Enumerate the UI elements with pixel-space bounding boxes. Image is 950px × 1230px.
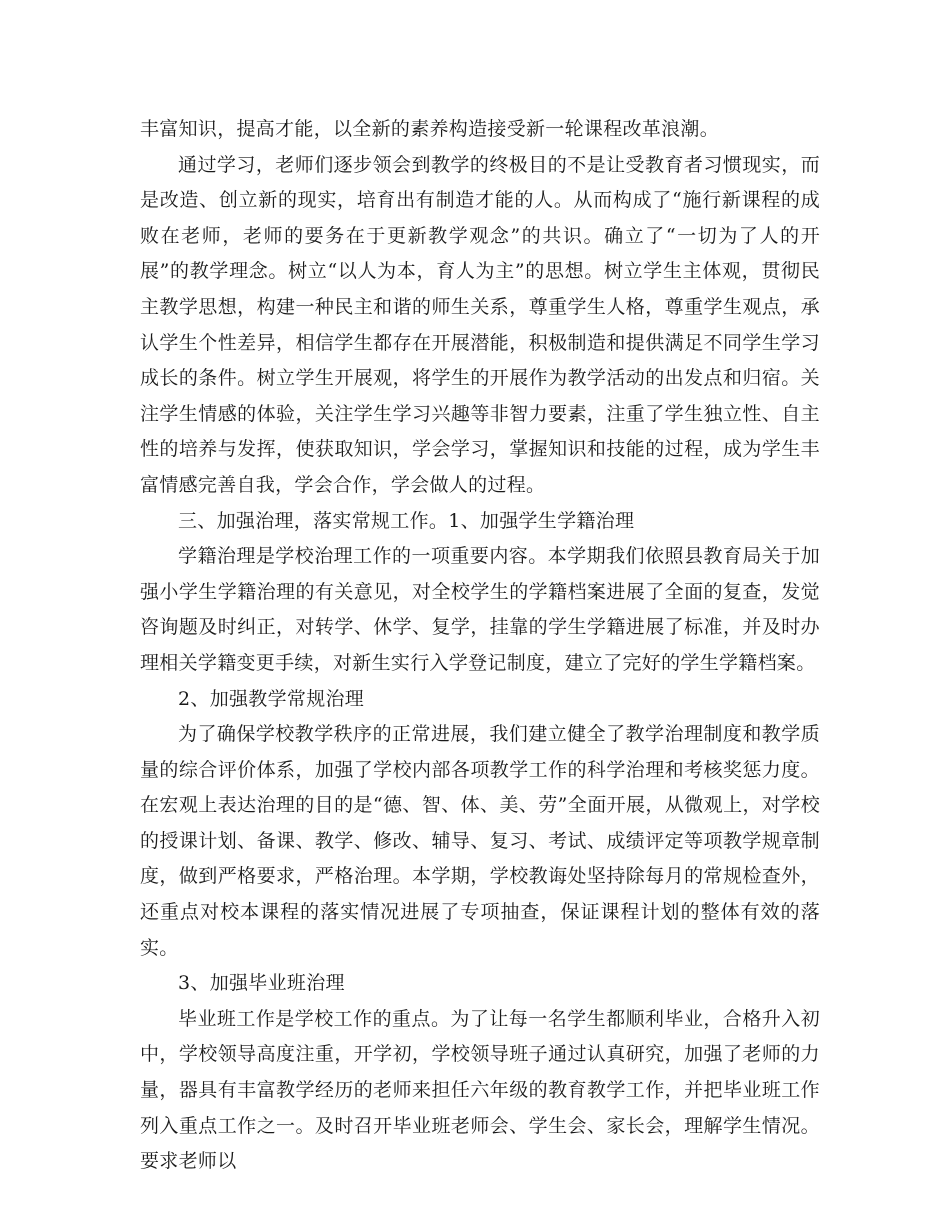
paragraph-6: 为了确保学校教学秩序的正常进展，我们建立健全了教学治理制度和教学质量的综合评价体系，加强了学校内部各项教学工作的科学治理和考核奖惩力度。在宏观上表达治理的目的是“德、智、体、美、劳”全面开展，从微观上，对学校的授课计划、备课、教学、修改、辅导、复习、考试、成绩评定等项教学规章制度，做到严格要求，严格治理。本学期，学校教诲处坚持除每月的常规检查外，还重点对校本课程的落实情况进展了专项抽查，保证课程计划的整体有效的落实。 bbox=[140, 723, 820, 959]
paragraph-8: 毕业班工作是学校工作的重点。为了让每一名学生都顺利毕业，合格升入初中，学校领导高度注重，开学初，学校领导班子通过认真研究，加强了老师的力量，器具有丰富教学经历的老师来担任六年级的教育教学工作，并把毕业班工作列入重点工作之一。及时召开毕业班老师会、学生会、家长会，理解学生情况。要求老师以 bbox=[140, 1007, 820, 1173]
section-heading-3: 三、加强治理，落实常规工作。1、加强学生学籍治理 bbox=[178, 509, 635, 532]
subheading-5: 2、加强教学常规治理 bbox=[178, 687, 365, 710]
paragraph-1: 丰富知识，提高才能，以全新的素养构造接受新一轮课程改革浪潮。 bbox=[140, 118, 720, 140]
subheading-7: 3、加强毕业班治理 bbox=[178, 972, 345, 995]
document-body bbox=[140, 112, 820, 1180]
paragraph-4: 学籍治理是学校治理工作的一项重要内容。本学期我们依照县教育局关于加强小学生学籍治理的有关意见，对全校学生的学籍档案进展了全面的复查，发觉咨询题及时纠正，对转学、休学、复学，挂靠的学生学籍进展了标准，并及时办理相关学籍变更手续，对新生实行入学登记制度，建立了完好的学生学籍档案。 bbox=[140, 545, 820, 674]
paragraph-2: 通过学习，老师们逐步领会到教学的终极目的不是让受教育者习惯现实，而是改造、创立新的现实，培育出有制造才能的人。从而构成了“施行新课程的成败在老师，老师的要务在于更新教学观念”的共识。确立了“一切为了人的开展”的教学理念。树立“以人为本，育人为主”的思想。树立学生主体观，贯彻民主教学思想，构建一种民主和谐的师生关系，尊重学生人格，尊重学生观点，承认学生个性差异，相信学生都存在开展潜能，积极制造和提供满足不同学生学习成长的条件。树立学生开展观，将学生的开展作为教学活动的出发点和归宿。关注学生情感的体验，关注学生学习兴趣等非智力要素，注重了学生独立性、自主性的培养与发挥，使获取知识，学会学习，掌握知识和技能的过程，成为学生丰富情感完善自我，学会合作，学会做人的过程。 bbox=[140, 153, 820, 496]
